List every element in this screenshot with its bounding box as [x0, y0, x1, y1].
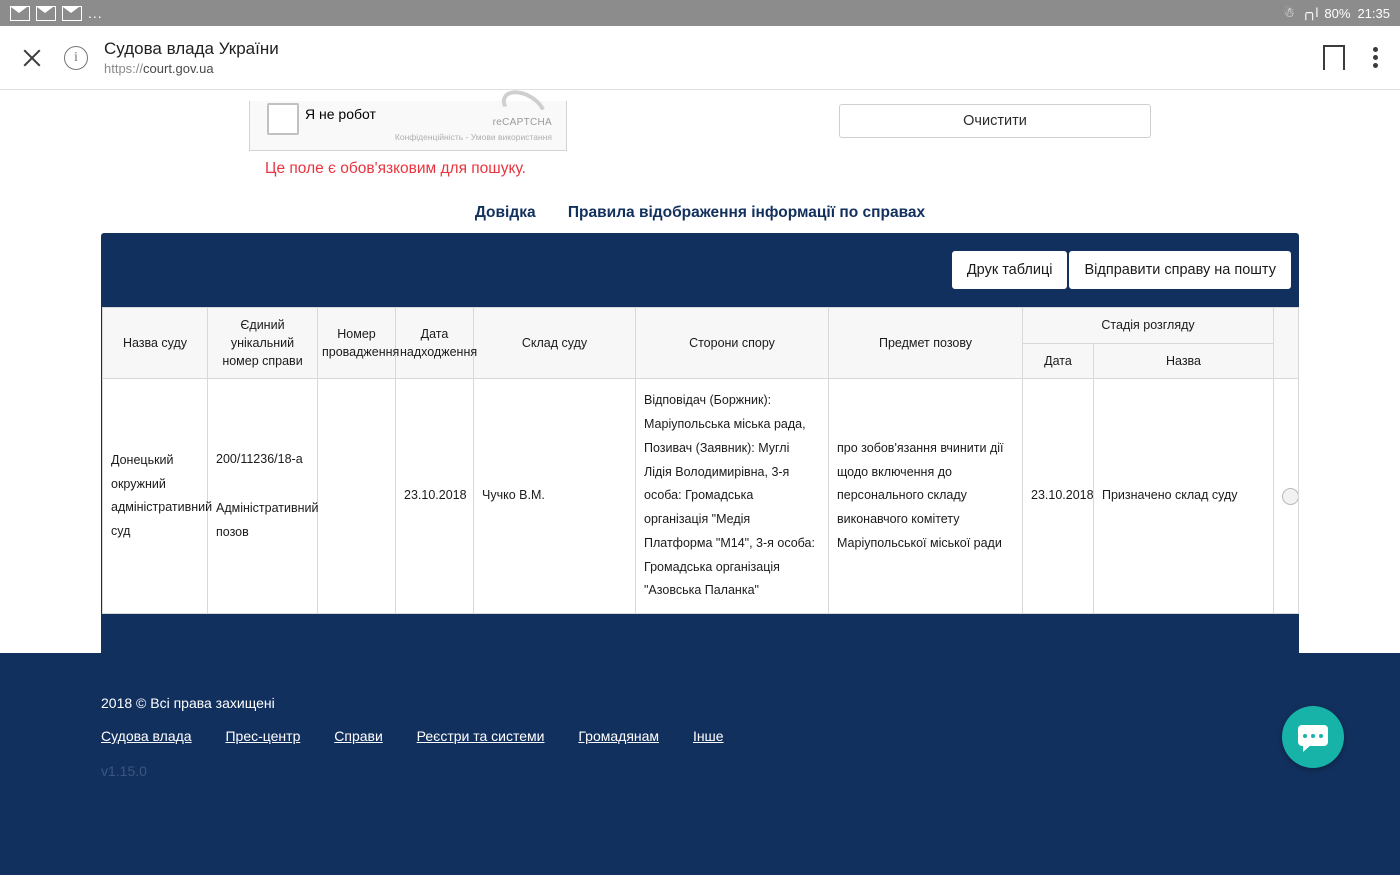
- cell-parties: Відповідач (Боржник): Маріупольська міська рада, Позивач (Заявник): Муглі Лідія Володимирівна, 3-я особа: Громадська організація "Медія Платформа "М14", 3-я особа: Громадська організація "Азовська Паланка": [636, 379, 829, 614]
- cases-table: [102, 307, 1299, 614]
- th-proceeding-number: Номер провадження: [318, 308, 396, 379]
- results-panel: [101, 233, 1299, 662]
- cell-unique-number: [208, 379, 318, 614]
- footer-copyright: 2018 © Всі права захищені: [101, 695, 275, 711]
- url-domain: court.gov.ua: [143, 61, 214, 76]
- send-case-button[interactable]: Відправити справу на пошту: [1069, 251, 1291, 289]
- url-scheme: https://: [104, 61, 144, 76]
- th-receipt-date: Дата надходження: [396, 308, 474, 379]
- mail-icon: [10, 6, 30, 21]
- footer-links: [101, 728, 754, 744]
- status-left: [10, 5, 103, 21]
- results-toolbar: [101, 233, 1299, 307]
- footer-link-judiciary[interactable]: Судова влада: [101, 728, 192, 744]
- overflow-menu-icon[interactable]: [1373, 44, 1378, 71]
- recaptcha-label: Я не робот: [305, 106, 376, 122]
- recaptcha-terms: Конфіденційність - Умови використання: [394, 132, 552, 142]
- footer-version: v1.15.0: [101, 763, 147, 779]
- mail-icon: [62, 6, 82, 21]
- th-select: [1274, 308, 1299, 379]
- th-stage-group: Стадія розгляду: [1023, 308, 1274, 344]
- th-composition: Склад суду: [474, 308, 636, 379]
- print-table-button[interactable]: Друк таблиці: [952, 251, 1068, 289]
- cell-select[interactable]: [1274, 379, 1299, 614]
- th-court: Назва суду: [103, 308, 208, 379]
- info-links: [0, 204, 1400, 222]
- display-rules-link[interactable]: Правила відображення інформації по справах: [567, 204, 926, 221]
- android-status-bar: [0, 0, 1400, 26]
- mail-icon: [36, 6, 56, 21]
- case-type: Адміністративний позов: [216, 501, 319, 540]
- wifi-icon: ☃: [1283, 5, 1295, 20]
- status-overflow-icon: ...: [88, 5, 103, 21]
- clear-button[interactable]: Очистити: [839, 104, 1151, 138]
- recaptcha-checkbox[interactable]: [267, 103, 299, 135]
- chat-bubble-shape: [1298, 725, 1328, 746]
- footer-link-citizens[interactable]: Громадянам: [578, 728, 660, 744]
- captcha-error-message: Це поле є обов'язковим для пошуку.: [265, 160, 526, 177]
- bookmark-icon[interactable]: [1323, 45, 1345, 70]
- status-right: [1283, 5, 1390, 21]
- cell-court: Донецький окружний адміністративний суд: [103, 379, 208, 614]
- help-link[interactable]: Довідка: [474, 204, 536, 221]
- cell-subject: про зобов'язання вчинити дії щодо включення до персонального складу виконавчого комітету Маріупольської міської ради: [829, 379, 1023, 614]
- page-content: [0, 90, 1400, 875]
- th-subject: Предмет позову: [829, 308, 1023, 379]
- cell-stage-date: 23.10.2018: [1023, 379, 1094, 614]
- info-icon[interactable]: i: [64, 46, 88, 70]
- cell-receipt-date: 23.10.2018: [396, 379, 474, 614]
- signal-icon: ╭╮l: [1301, 5, 1318, 20]
- footer-link-registries[interactable]: Реєстри та системи: [416, 728, 545, 744]
- th-stage-name: Назва: [1094, 343, 1274, 379]
- table-header-row-1: [103, 308, 1299, 344]
- table-body: [103, 379, 1299, 614]
- footer-link-press[interactable]: Прес-центр: [225, 728, 301, 744]
- close-icon[interactable]: [18, 44, 46, 72]
- clock: 21:35: [1357, 5, 1390, 21]
- footer-link-other[interactable]: Інше: [692, 728, 724, 744]
- recaptcha-widget[interactable]: [249, 101, 567, 151]
- th-unique-number: Єдиний унікальний номер справи: [208, 308, 318, 379]
- battery-level: 80%: [1324, 5, 1351, 21]
- th-stage-date: Дата: [1023, 343, 1094, 379]
- page-title: Судова влада України: [104, 38, 279, 58]
- cell-composition: Чучко В.М.: [474, 379, 636, 614]
- radio-button-icon[interactable]: [1282, 488, 1299, 505]
- footer-link-cases[interactable]: Справи: [334, 728, 383, 744]
- chat-bubble-icon[interactable]: [1282, 706, 1344, 768]
- cell-stage-name: Призначено склад суду: [1094, 379, 1274, 614]
- table-head: [103, 308, 1299, 379]
- page-url: [104, 61, 1323, 77]
- table-row[interactable]: [103, 379, 1299, 614]
- site-identity: [104, 38, 1323, 78]
- site-footer: [0, 653, 1400, 875]
- browser-toolbar: [0, 26, 1400, 90]
- recaptcha-brand: reCAPTCHA: [492, 117, 552, 128]
- case-number-link[interactable]: 200/11236/18-а: [216, 451, 303, 466]
- cell-proceeding-number: [318, 379, 396, 614]
- th-parties: Сторони спору: [636, 308, 829, 379]
